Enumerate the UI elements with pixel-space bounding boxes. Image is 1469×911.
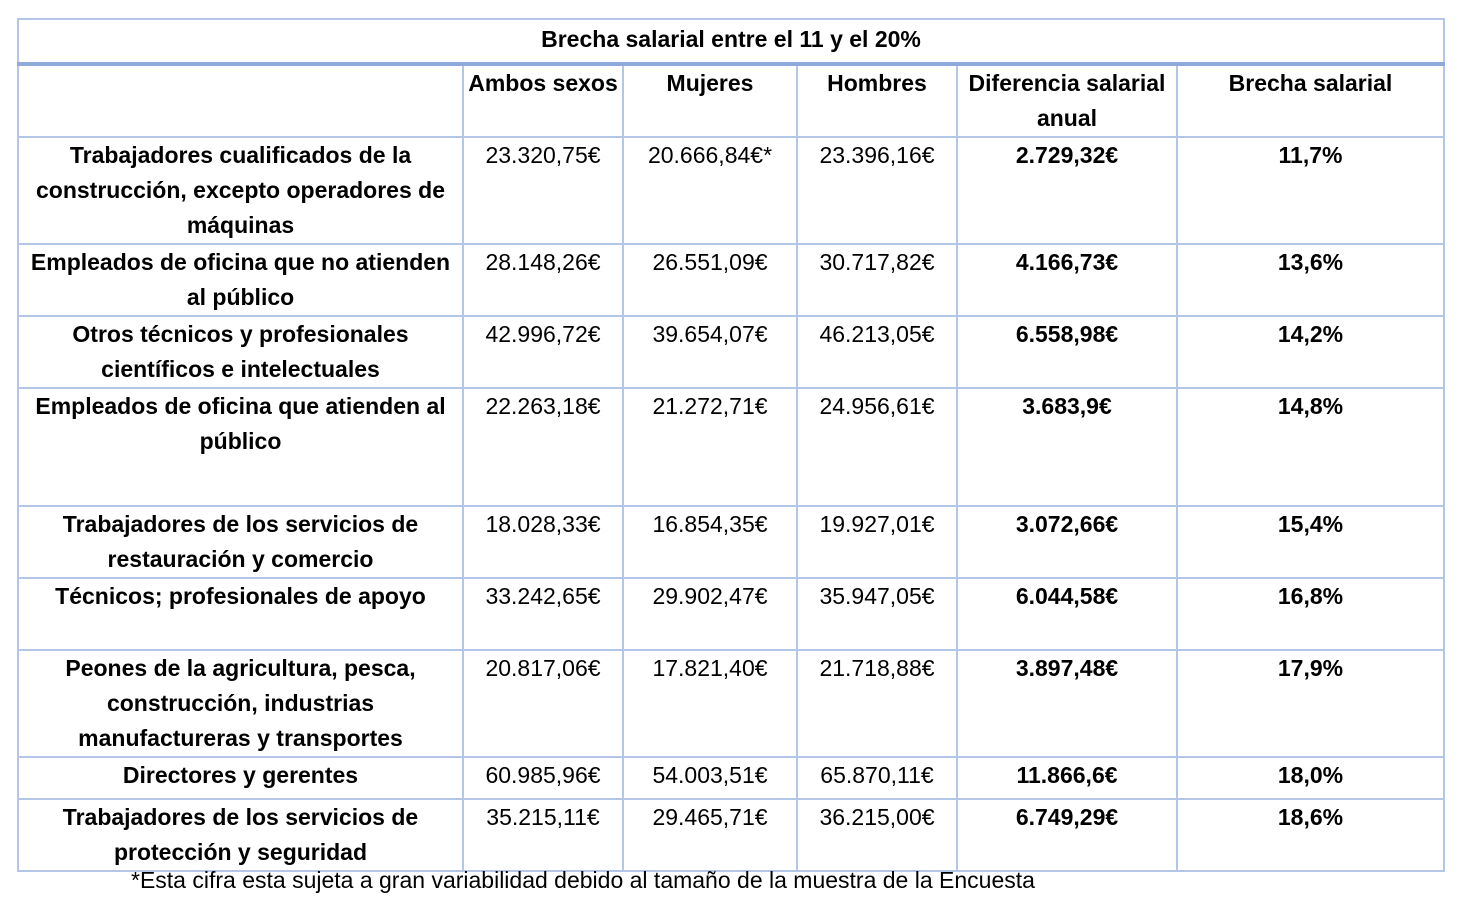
hombres-cell: 36.215,00€ xyxy=(797,799,957,871)
header-row xyxy=(18,64,1444,137)
ambos-sexos-cell: 60.985,96€ xyxy=(463,757,623,799)
brecha-cell: 11,7% xyxy=(1177,137,1444,244)
occupation-cell: Directores y gerentes xyxy=(18,757,463,799)
mujeres-cell: 26.551,09€ xyxy=(623,244,797,316)
header-brecha: Brecha salarial xyxy=(1177,64,1444,137)
header-ambos-sexos: Ambos sexos xyxy=(463,64,623,137)
footnote: *Esta cifra esta sujeta a gran variabilidad debido al tamaño de la muestra de la Encuesta xyxy=(131,867,1035,893)
table-row xyxy=(18,137,1444,244)
table-row xyxy=(18,506,1444,578)
mujeres-cell: 54.003,51€ xyxy=(623,757,797,799)
ambos-sexos-cell: 22.263,18€ xyxy=(463,388,623,506)
hombres-cell: 21.718,88€ xyxy=(797,650,957,757)
brecha-cell: 15,4% xyxy=(1177,506,1444,578)
mujeres-cell: 16.854,35€ xyxy=(623,506,797,578)
diferencia-cell: 6.044,58€ xyxy=(957,578,1177,650)
hombres-cell: 24.956,61€ xyxy=(797,388,957,506)
mujeres-cell: 29.465,71€ xyxy=(623,799,797,871)
diferencia-cell: 3.683,9€ xyxy=(957,388,1177,506)
table-row xyxy=(18,578,1444,650)
occupation-cell: Trabajadores cualificados de la construcción, excepto operadores de máquinas xyxy=(18,137,463,244)
ambos-sexos-cell: 35.215,11€ xyxy=(463,799,623,871)
hombres-cell: 30.717,82€ xyxy=(797,244,957,316)
hombres-cell: 35.947,05€ xyxy=(797,578,957,650)
occupation-cell: Peones de la agricultura, pesca, construcción, industrias manufactureras y transportes xyxy=(18,650,463,757)
header-mujeres: Mujeres xyxy=(623,64,797,137)
mujeres-cell: 29.902,47€ xyxy=(623,578,797,650)
table-row xyxy=(18,799,1444,871)
diferencia-cell: 11.866,6€ xyxy=(957,757,1177,799)
occupation-cell: Trabajadores de los servicios de protección y seguridad xyxy=(18,799,463,871)
mujeres-cell: 20.666,84€* xyxy=(623,137,797,244)
diferencia-cell: 2.729,32€ xyxy=(957,137,1177,244)
brecha-cell: 18,0% xyxy=(1177,757,1444,799)
header-diferencia: Diferencia salarial anual xyxy=(957,64,1177,137)
ambos-sexos-cell: 28.148,26€ xyxy=(463,244,623,316)
ambos-sexos-cell: 23.320,75€ xyxy=(463,137,623,244)
occupation-cell: Empleados de oficina que no atienden al público xyxy=(18,244,463,316)
occupation-cell: Empleados de oficina que atienden al público xyxy=(18,388,463,506)
header-hombres: Hombres xyxy=(797,64,957,137)
hombres-cell: 46.213,05€ xyxy=(797,316,957,388)
brecha-cell: 16,8% xyxy=(1177,578,1444,650)
brecha-cell: 17,9% xyxy=(1177,650,1444,757)
hombres-cell: 23.396,16€ xyxy=(797,137,957,244)
mujeres-cell: 17.821,40€ xyxy=(623,650,797,757)
brecha-cell: 14,2% xyxy=(1177,316,1444,388)
ambos-sexos-cell: 18.028,33€ xyxy=(463,506,623,578)
table-row xyxy=(18,388,1444,506)
table-row xyxy=(18,757,1444,799)
occupation-cell: Trabajadores de los servicios de restauración y comercio xyxy=(18,506,463,578)
occupation-cell: Otros técnicos y profesionales científicos e intelectuales xyxy=(18,316,463,388)
table-title: Brecha salarial entre el 11 y el 20% xyxy=(18,19,1444,64)
hombres-cell: 19.927,01€ xyxy=(797,506,957,578)
ambos-sexos-cell: 33.242,65€ xyxy=(463,578,623,650)
header-occupation xyxy=(18,64,463,137)
diferencia-cell: 6.749,29€ xyxy=(957,799,1177,871)
diferencia-cell: 4.166,73€ xyxy=(957,244,1177,316)
brecha-cell: 13,6% xyxy=(1177,244,1444,316)
ambos-sexos-cell: 42.996,72€ xyxy=(463,316,623,388)
mujeres-cell: 21.272,71€ xyxy=(623,388,797,506)
ambos-sexos-cell: 20.817,06€ xyxy=(463,650,623,757)
brecha-cell: 14,8% xyxy=(1177,388,1444,506)
diferencia-cell: 6.558,98€ xyxy=(957,316,1177,388)
mujeres-cell: 39.654,07€ xyxy=(623,316,797,388)
table-row xyxy=(18,244,1444,316)
table-row xyxy=(18,316,1444,388)
brecha-cell: 18,6% xyxy=(1177,799,1444,871)
table-row xyxy=(18,650,1444,757)
occupation-cell: Técnicos; profesionales de apoyo xyxy=(18,578,463,650)
diferencia-cell: 3.897,48€ xyxy=(957,650,1177,757)
salary-gap-table-container xyxy=(17,18,1443,872)
hombres-cell: 65.870,11€ xyxy=(797,757,957,799)
salary-gap-table xyxy=(17,18,1445,872)
diferencia-cell: 3.072,66€ xyxy=(957,506,1177,578)
